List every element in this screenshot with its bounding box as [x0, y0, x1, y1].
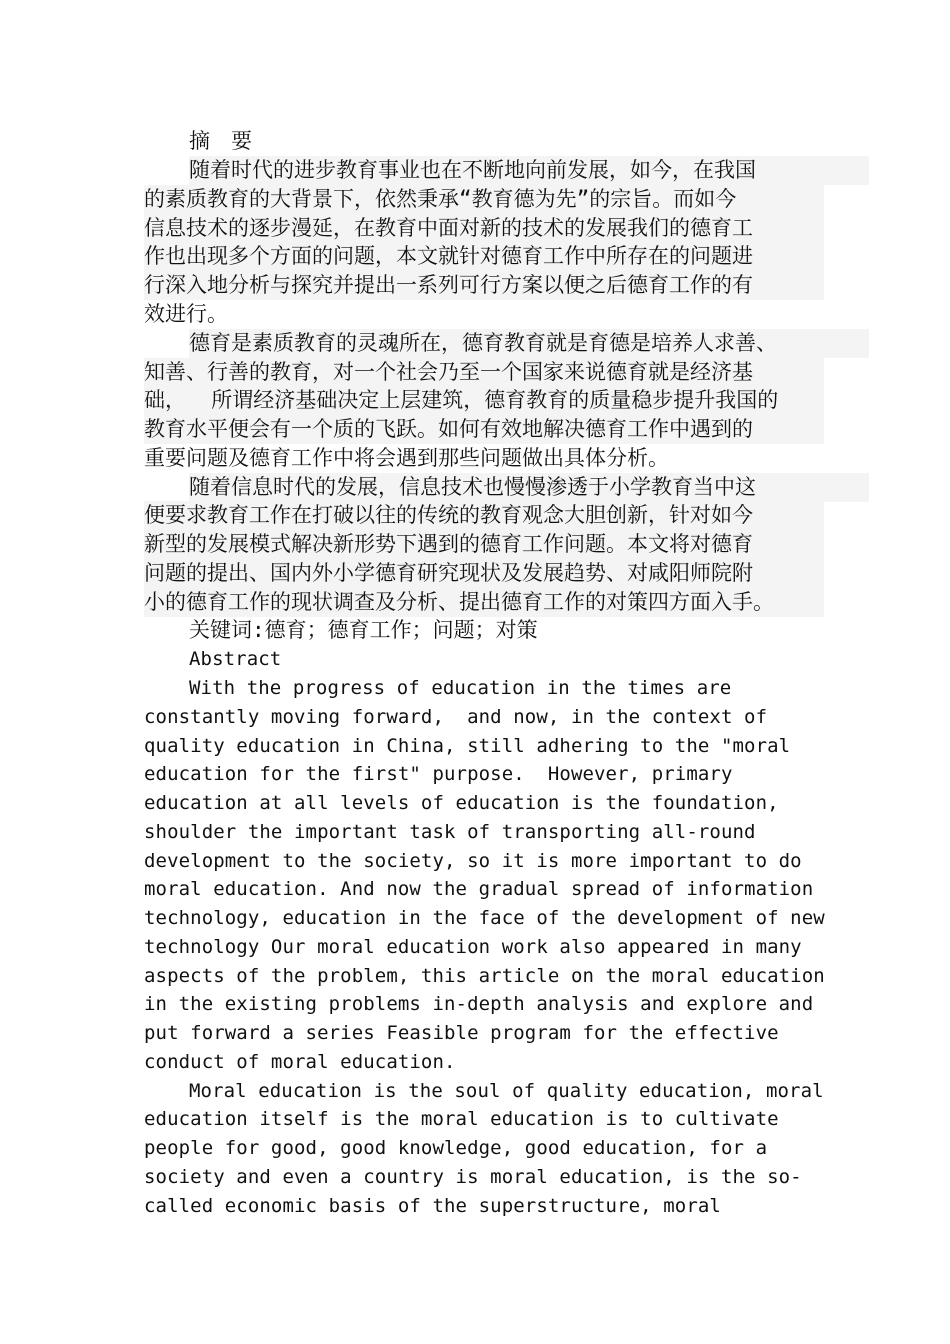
- abstract-cn-line: 新型的发展模式解决新形势下遇到的德育工作问题。本文将对德育: [144, 530, 824, 559]
- abstract-en-line: people for good, good knowledge, good education, for a: [144, 1137, 768, 1159]
- abstract-en-line: society and even a country is moral education, is the so-: [144, 1166, 802, 1188]
- abstract-en-line: development to the society, so it is more important to do: [144, 850, 802, 872]
- abstract-en-line: put forward a series Feasible program for the effective: [144, 1022, 779, 1044]
- abstract-en-line: education for the first" purpose. However, primary: [144, 763, 733, 785]
- abstract-cn-line: 教育水平便会有一个质的飞跃。如何有效地解决德育工作中遇到的: [144, 415, 824, 444]
- abstract-cn-line: 问题的提出、国内外小学德育研究现状及发展趋势、对咸阳师院附: [144, 559, 824, 588]
- abstract-cn-line: 信息技术的逐步漫延，在教育中面对新的技术的发展我们的德育工: [144, 214, 824, 243]
- abstract-cn-line: 知善、行善的教育，对一个社会乃至一个国家来说德育就是经济基: [144, 358, 824, 387]
- abstract-en-line: With the progress of education in the times are: [189, 677, 732, 699]
- abstract-cn-line: 础， 所谓经济基础决定上层建筑，德育教育的质量稳步提升我国的: [144, 386, 824, 415]
- abstract-en-line: quality education in China, still adhering to the "moral: [144, 735, 791, 757]
- abstract-cn-line: 行深入地分析与探究并提出一系列可行方案以便之后德育工作的有: [144, 271, 824, 300]
- abstract-cn-line: 的素质教育的大背景下，依然秉承“教育德为先”的宗旨。而如今: [144, 185, 824, 214]
- abstract-cn-line: 德育是素质教育的灵魂所在，德育教育就是育德是培养人求善、: [189, 329, 869, 358]
- abstract-en-line: called economic basis of the superstructure, moral: [144, 1195, 721, 1217]
- abstract-cn-line: 便要求教育工作在打破以往的传统的教育观念大胆创新，针对如今: [144, 501, 824, 530]
- keywords: 关键词:德育；德育工作；问题；对策: [189, 618, 538, 642]
- abstract-cn-line: 作也出现多个方面的问题，本文就针对德育工作中所存在的问题进: [144, 242, 824, 271]
- abstract-en-line: aspects of the problem, this article on the moral education: [144, 965, 825, 987]
- abstract-en-title: Abstract: [189, 648, 282, 670]
- abstract-en-line: education itself is the moral education is to cultivate: [144, 1108, 779, 1130]
- abstract-en-line: shoulder the important task of transporting all-round: [144, 821, 756, 843]
- abstract-en-line: conduct of moral education.: [144, 1051, 456, 1073]
- abstract-en-line: constantly moving forward, and now, in the context of: [144, 706, 768, 728]
- abstract-cn-line: 重要问题及德育工作中将会遇到那些问题做出具体分析。: [144, 446, 669, 470]
- abstract-en-line: education at all levels of education is the foundation,: [144, 792, 779, 814]
- abstract-en-line: Moral education is the soul of quality education, moral: [189, 1080, 824, 1102]
- abstract-en-line: technology Our moral education work also appeared in many: [144, 936, 802, 958]
- abstract-cn-line: 小的德育工作的现状调查及分析、提出德育工作的对策四方面入手。: [144, 588, 824, 617]
- abstract-cn-line: 随着时代的进步教育事业也在不断地向前发展，如今，在我国: [189, 156, 869, 185]
- abstract-en-line: moral education. And now the gradual spread of information: [144, 878, 814, 900]
- abstract-cn-line: 随着信息时代的发展，信息技术也慢慢渗透于小学教育当中这: [189, 473, 869, 502]
- abstract-en-line: in the existing problems in-depth analysis and explore and: [144, 993, 814, 1015]
- abstract-cn-title: 摘 要: [189, 129, 252, 153]
- abstract-cn-line: 效进行。: [144, 302, 228, 326]
- abstract-en-line: technology, education in the face of the development of new: [144, 907, 825, 929]
